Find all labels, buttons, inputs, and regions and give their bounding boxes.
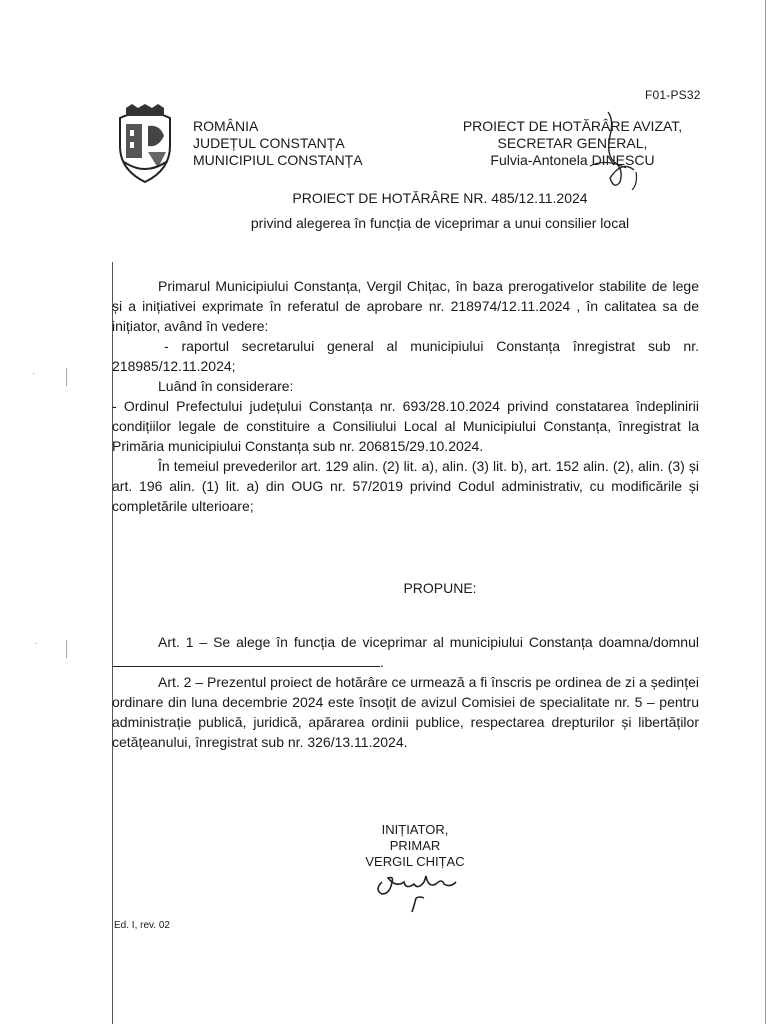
- name-blank-line: [112, 653, 380, 667]
- article-2: Art. 2 – Prezentul proiect de hotărâre ce urmează a fi înscris pe ordinea de zi a ședinței ordinare din luna decembrie 2024 este însoțit de avizul Comisiei de specialitate nr. 5 – pentru administrație publică, juridică, apărarea ordinii publice, respectarea drepturilor și libertăților cetățeanului, înregistrat sub nr. 326/13.11.2024.: [112, 674, 699, 750]
- scan-edge-line: [765, 0, 766, 1024]
- preamble-legal-basis: În temeiul prevederilor art. 129 alin. (2) lit. a), alin. (3) lit. b), art. 152 alin. (2), alin. (3) și art. 196 alin. (1) lit. a) din OUG nr. 57/2019 privind Codul administrativ, cu modificările și completările ulterioare;: [112, 458, 699, 514]
- article-1-end: .: [380, 654, 384, 670]
- edition-footer: Ed. I, rev. 02: [114, 920, 170, 931]
- initiator-label: INIȚIATOR,: [381, 822, 449, 837]
- articles: [112, 632, 699, 752]
- issuer-municipality: MUNICIPIUL CONSTANȚA: [193, 152, 363, 168]
- preamble-considering: Luând în considerare:: [158, 378, 294, 394]
- document-subtitle: privind alegerea în funcția de viceprimar a unui consilier local: [250, 215, 630, 231]
- approval-block: [440, 118, 705, 169]
- initiator-role: PRIMAR: [389, 838, 441, 853]
- initiator-signature-block: [320, 822, 510, 870]
- issuer-county: JUDEȚUL CONSTANȚA: [193, 135, 345, 151]
- initiator-handwritten-signature: [370, 868, 465, 913]
- article-1: [112, 632, 699, 672]
- form-code: F01-PS32: [645, 88, 701, 102]
- approval-role: SECRETAR GENERAL,: [497, 135, 648, 151]
- scan-speck: [66, 368, 67, 386]
- coat-of-arms-icon: [114, 104, 176, 184]
- preamble-report: - raportul secretarului general al municipiului Constanța înregistrat sub nr. 218985/12.11.2024;: [112, 338, 699, 374]
- preamble: [112, 276, 699, 516]
- approval-title: PROIECT DE HOTĂRÂRE AVIZAT,: [462, 118, 683, 134]
- preamble-initiator: Primarul Municipiului Constanța, Vergil Chițac, în baza prerogativelor stabilite de lege și a inițiativei exprimate în referatul de aprobare nr. 218974/12.11.2024 , în calitatea sa de inițiator, având în vedere:: [112, 278, 699, 334]
- issuer-block: [193, 118, 363, 169]
- article-1-text: Art. 1 – Se alege în funcția de viceprimar al municipiului Constanța doamna/domnul: [158, 634, 699, 650]
- propune-heading: PROPUNE:: [403, 580, 477, 596]
- approval-name: Fulvia-Antonela DINESCU: [490, 152, 655, 168]
- handwritten-signature: [580, 110, 640, 190]
- issuer-country: ROMÂNIA: [193, 118, 259, 134]
- preamble-order: - Ordinul Prefectului județului Constanța nr. 693/28.10.2024 privind constatarea îndeplinirii condițiilor legale de constituire a Consiliului Local al Municipiului Constanța, înregistrat la Primăria municipiului Constanța sub nr. 206815/29.10.2024.: [112, 398, 699, 454]
- document-title: PROIECT DE HOTĂRÂRE NR. 485/12.11.2024: [292, 190, 588, 206]
- scan-speck: ·: [32, 368, 36, 379]
- initiator-name: VERGIL CHIȚAC: [365, 854, 465, 869]
- scan-speck: ·: [34, 638, 38, 649]
- scan-speck: [66, 640, 67, 658]
